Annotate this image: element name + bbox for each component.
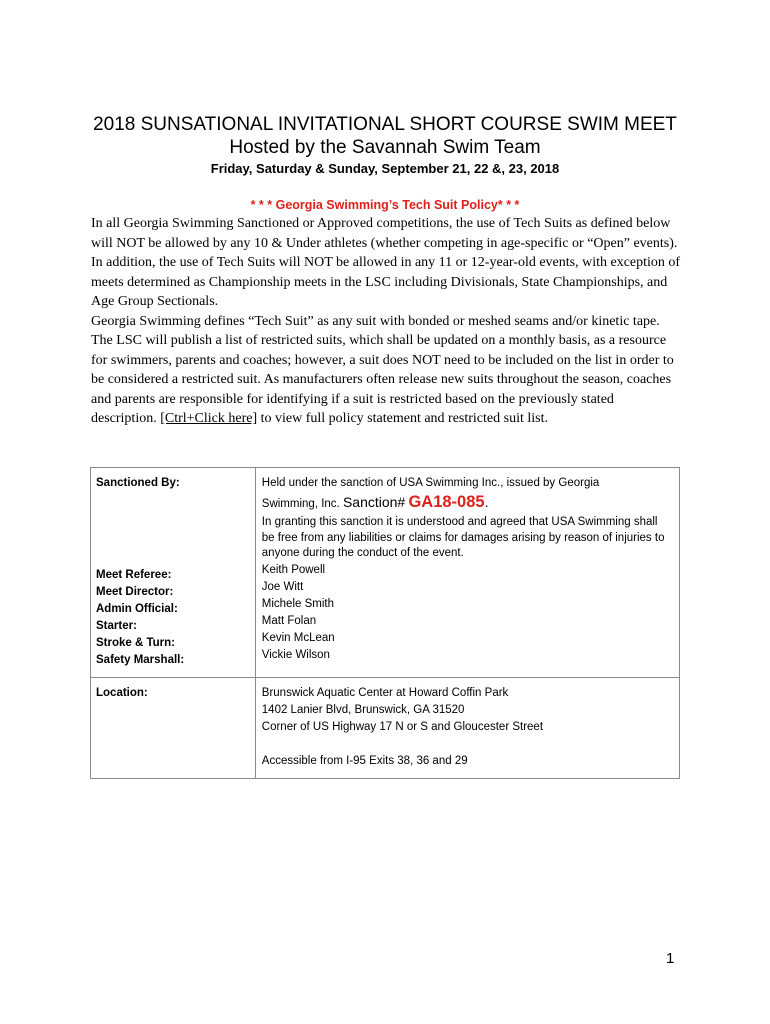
sanction-period: . xyxy=(484,494,489,510)
value-cell xyxy=(255,468,679,678)
policy-paragraph-2-tail: to view full policy statement and restricted suit list. xyxy=(260,411,548,426)
sanction-number: GA18-085 xyxy=(408,493,485,511)
official-name: Matt Folan xyxy=(261,614,317,627)
location-venue: Brunswick Aquatic Center at Howard Coffin Park xyxy=(261,687,509,699)
official-role: Meet Director: xyxy=(96,586,174,598)
policy-paragraph-1: In all Georgia Swimming Sanctioned or Approved competitions, the use of Tech Suits as defined below will NOT be allowed by any 10 & Under athletes (whether competing in age-specific or “Open” events). In addition, the use of Tech Suits will NOT be allowed in any 11 or 12-year-old events, with exception of meets determined as Championship meets in the LSC including Divisionals, State Championships, and Age Group Sectionals. xyxy=(91,216,681,309)
page-number: 1 xyxy=(666,950,675,967)
label-cell xyxy=(91,468,256,678)
official-role: Meet Referee: xyxy=(96,569,172,581)
official-name: Michele Smith xyxy=(261,597,334,610)
policy-paragraph-2 xyxy=(91,312,681,429)
policy-heading: * * * Georgia Swimming’s Tech Suit Policy* * * xyxy=(250,198,520,212)
location-access: Accessible from I-95 Exits 38, 36 and 29 xyxy=(261,755,468,767)
sanction-text: Held under the sanction of USA Swimming Inc., issued by Georgia xyxy=(261,477,600,489)
policy-link[interactable]: [Ctrl+Click here] xyxy=(160,411,258,426)
official-name: Kevin McLean xyxy=(261,631,335,644)
meet-dates: Friday, Saturday & Sunday, September 21, 22 &, 23, 2018 xyxy=(210,161,560,176)
label-cell xyxy=(91,678,256,779)
official-name: Keith Powell xyxy=(261,563,326,576)
official-role: Starter: xyxy=(96,620,137,632)
sanction-note: In granting this sanction it is understood and agreed that USA Swimming shall be free from any liabilities or claims for damages arising by reason of injuries to anyone during the conduct of the event. xyxy=(261,516,665,559)
official-role: Stroke & Turn: xyxy=(96,637,176,649)
sanctioned-by-label: Sanctioned By: xyxy=(96,477,180,489)
sanction-number-label: Sanction# xyxy=(342,494,406,510)
sanction-issuer: Swimming, Inc. xyxy=(261,498,340,510)
location-address: 1402 Lanier Blvd, Brunswick, GA 31520 xyxy=(261,704,465,716)
official-role: Admin Official: xyxy=(96,603,178,615)
location-directions: Corner of US Highway 17 N or S and Gloucester Street xyxy=(261,721,544,733)
official-name: Vickie Wilson xyxy=(261,648,330,661)
table-row xyxy=(91,678,680,779)
official-name: Joe Witt xyxy=(261,580,304,593)
location-label: Location: xyxy=(96,687,148,699)
policy-paragraph-2-text: Georgia Swimming defines “Tech Suit” as any suit with bonded or meshed seams and/or kinetic tape. The LSC will publish a list of restricted suits, which shall be updated on a monthly basis, as a resource for swimmers, parents and coaches; however, a suit does NOT need to be included on the list in order to be considered a restricted suit. As manufacturers often release new suits throughout the season, coaches and parents are responsible for identifying if a suit is restricted based on the previously stated description. xyxy=(91,313,674,426)
table-row xyxy=(91,468,680,678)
host-line: Hosted by the Savannah Swim Team xyxy=(229,137,541,158)
sanction-line xyxy=(262,492,673,515)
official-role: Safety Marshall: xyxy=(96,654,185,666)
meet-info-table xyxy=(90,467,680,779)
meet-title: 2018 SUNSATIONAL INVITATIONAL SHORT COURSE SWIM MEET xyxy=(93,114,677,135)
policy-body xyxy=(91,214,681,429)
value-cell xyxy=(255,678,679,779)
